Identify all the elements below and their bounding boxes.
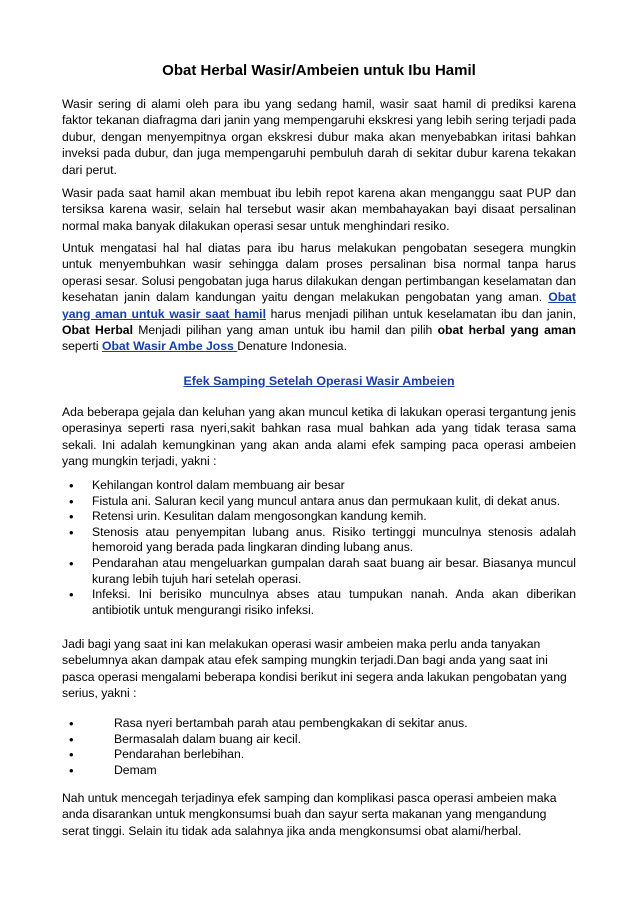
safe-medicine-link[interactable]: Obat yang aman untuk wasir saat hamil (62, 290, 576, 321)
list-item: • Pendarahan berlebihan. (62, 747, 576, 763)
list-item: • Fistula ani. Saluran kecil yang muncul antara anus dan permukaan kulit, di dekat anus. (62, 494, 576, 510)
paragraph-symptoms: Ada beberapa gejala dan keluhan yang akan muncul ketika di lakukan operasi tergantung jenis operasinya seperti rasa nyeri,sakit bahkan rasa mual bahkan ada yang tidak terasa sama sekali. Ini adalah kemungkinan yang akan anda alami efek samping paca operasi ambeien yang mungkin terjadi, yakni : (62, 405, 576, 469)
paragraph-post-surgery: Jadi bagi yang saat ini kan melakukan operasi wasir ambeien maka perlu anda tanyakan sebelumnya akan dampak atau efek samping mungkin terjadi.Dan bagi anda yang saat ini pasca operasi mengalami beberapa kondisi berikut ini segera anda lakukan pengobatan yang serius, yakni : (62, 637, 567, 701)
paragraph-prevention: Nah untuk mencegah terjadinya efek samping dan komplikasi pasca operasi ambeien maka anda disarankan untuk mengkonsumsi buah dan sayur serta makanan yang mengandung serat tinggi. Selain itu tidak ada salahnya jika anda mengkonsumsi obat alami/herbal. (62, 791, 557, 838)
treatment-text-5: Denature Indonesia. (237, 339, 347, 354)
list-item: • Infeksi. Ini berisiko munculnya abses atau tumpukan nanah. Anda akan diberikan antibiotik untuk mengurangi risiko infeksi. (62, 587, 576, 618)
paragraph-intro: Wasir sering di alami oleh para ibu yang sedang hamil, wasir saat hamil di prediksi karena faktor tekanan diafragma dari janin yang mempengaruhi ekskresi yang lebih sering terjadi pada dubur, dengan menyempitnya organ ekskresi dubur maka akan menyebabkan iritasi bahkan inveksi pada dubur, dan juga mempengaruhi pembuluh darah di sekitar dubur karena tekakan dari perut. (62, 97, 576, 177)
treatment-text-1: Untuk mengatasi hal hal diatas para ibu harus melakukan pengobatan sesegera mungkin untuk menyembuhkan wasir sehingga dalam proses persalinan bisa normal tanpa harus operasi sesar. Solusi pengobatan juga harus dilakukan dengan pertimbangan keselamatan dan kesehatan janin dalam kandungan yaitu dengan melakukan pengobatan yang aman. (62, 241, 576, 305)
treatment-text-3: Menjadi pilihan yang aman untuk ibu hamil dan pilih (132, 323, 438, 338)
list-item: • Bermasalah dalam buang air kecil. (62, 732, 576, 748)
herbal-bold-1: Obat Herbal (62, 323, 133, 338)
list-item: • Rasa nyeri bertambah parah atau pembengkakan di sekitar anus. (62, 716, 576, 732)
section-heading-link[interactable]: Efek Samping Setelah Operasi Wasir Ambeien (183, 374, 455, 388)
warning-signs-list (62, 716, 576, 778)
ambe-joss-link[interactable]: Obat Wasir Ambe Joss (101, 339, 238, 354)
list-item: • Stenosis atau penyempitan lubang anus. Risiko tertinggi munculnya stenosis adalah hemoroid yang berada pada lingkaran dinding lubang anus. (62, 525, 576, 556)
paragraph-treatment (62, 240, 576, 355)
herbal-bold-2: obat herbal yang aman (437, 323, 576, 338)
list-item: • Pendarahan atau mengeluarkan gumpalan darah saat buang air besar. Biasanya muncul kurang lebih tujuh hari setelah operasi. (62, 556, 576, 587)
page-title: Obat Herbal Wasir/Ambeien untuk Ibu Hamil (162, 62, 476, 79)
treatment-text-4: seperti (62, 339, 102, 354)
list-item: • Retensi urin. Kesulitan dalam mengosongkan kandung kemih. (62, 509, 576, 525)
treatment-text-2: harus menjadi pilihan untuk keselamatan ibu dan janin, (265, 306, 576, 321)
list-item: • Kehilangan kontrol dalam membuang air besar (62, 478, 576, 494)
list-item: • Demam (62, 763, 576, 779)
side-effects-list (62, 478, 576, 618)
paragraph-pregnancy: Wasir pada saat hamil akan membuat ibu lebih repot karena akan menganggu saat PUP dan tersiksa karena wasir, selain hal tersebut wasir akan membahayakan bayi disaat persalinan normal maka banyak dilakukan operasi sesar untuk menghindari resiko. (62, 186, 576, 233)
